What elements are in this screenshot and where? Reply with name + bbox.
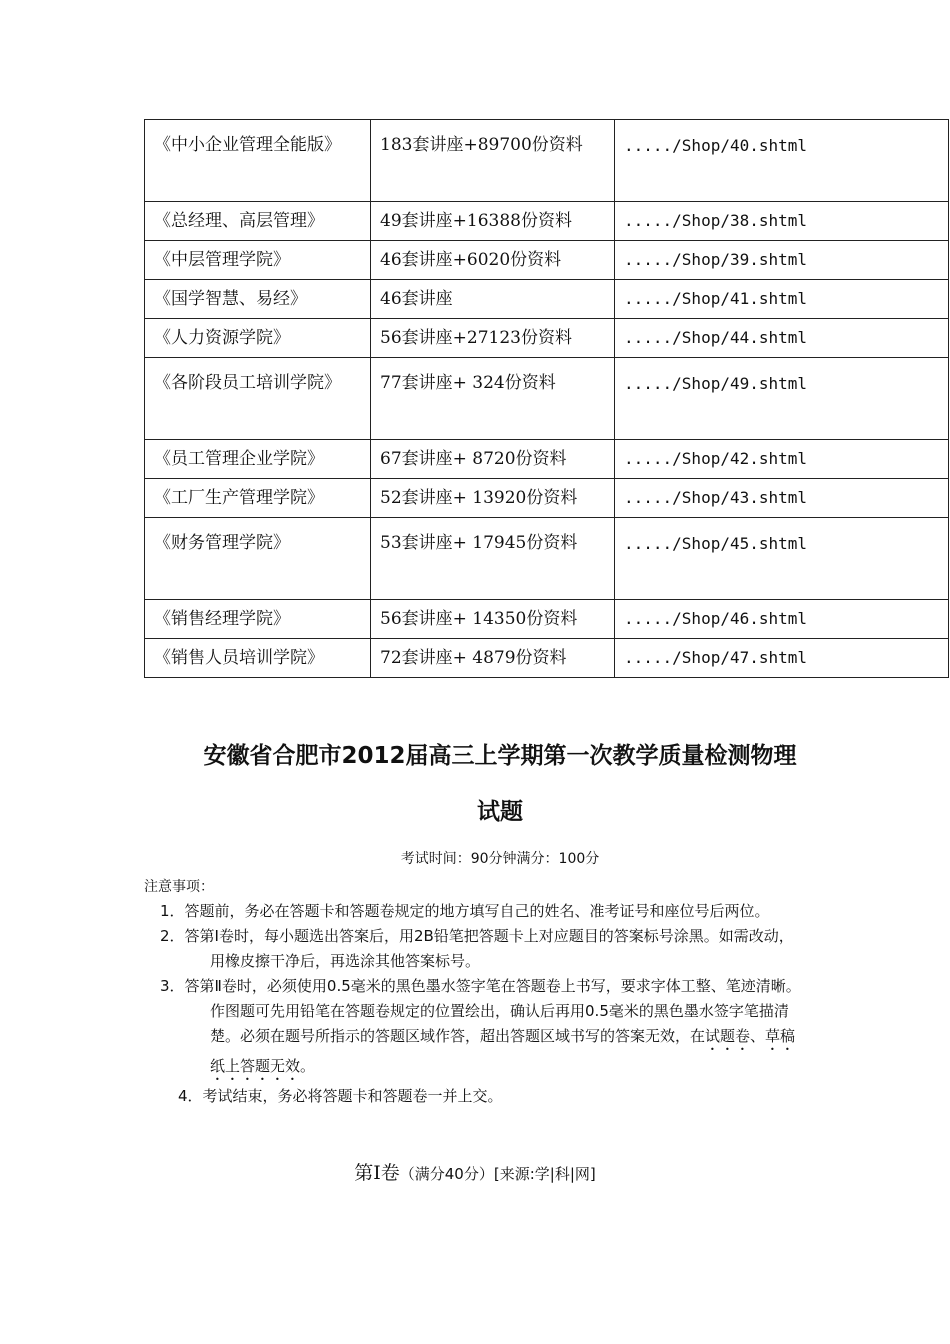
course-name: 《工厂生产管理学院》: [145, 479, 371, 518]
course-name: 《销售经理学院》: [145, 600, 371, 639]
exam-title-line1: 安徽省合肥市2012届高三上学期第一次教学质量检测物理: [203, 743, 797, 769]
exam-title: [140, 728, 860, 840]
table-row: [145, 600, 949, 639]
notice-heading: 注意事项：: [144, 879, 214, 895]
table-row: [145, 280, 949, 319]
course-link[interactable]: ...../Shop/40.shtml: [615, 120, 949, 202]
emphasized-text: 试题卷、草稿纸上答题无效: [210, 1027, 796, 1075]
course-link[interactable]: ...../Shop/46.shtml: [615, 600, 949, 639]
course-link[interactable]: ...../Shop/44.shtml: [615, 319, 949, 358]
course-content: 56套讲座+ 14350份资料: [371, 600, 615, 639]
table-row: [145, 518, 949, 600]
notice-item: 2．答第Ⅰ卷时，每小题选出答案后，用2B铅笔把答题卡上对应题目的答案标号涂黑。如需改动，用橡皮擦干净后，再选涂其他答案标号。: [160, 927, 794, 970]
course-name: 《员工管理企业学院》: [145, 440, 371, 479]
course-content: 183套讲座+89700份资料: [371, 120, 615, 202]
course-name: 《总经理、高层管理》: [145, 202, 371, 241]
table-row: [145, 202, 949, 241]
table-row: [145, 241, 949, 280]
course-link[interactable]: ...../Shop/39.shtml: [615, 241, 949, 280]
course-content: 77套讲座+ 324份资料: [371, 358, 615, 440]
course-content: 46套讲座: [371, 280, 615, 319]
notice-list: [144, 899, 808, 1109]
table-row: [145, 639, 949, 678]
table-row: [145, 479, 949, 518]
course-name: 《中小企业管理全能版》: [145, 120, 371, 202]
course-content: 52套讲座+ 13920份资料: [371, 479, 615, 518]
course-content: 53套讲座+ 17945份资料: [371, 518, 615, 600]
table-row: [145, 358, 949, 440]
course-name: 《中层管理学院》: [145, 241, 371, 280]
catalog-table: [144, 119, 949, 678]
table-row: [145, 440, 949, 479]
course-content: 72套讲座+ 4879份资料: [371, 639, 615, 678]
table-row: [145, 120, 949, 202]
course-link[interactable]: ...../Shop/38.shtml: [615, 202, 949, 241]
section-name: 第Ⅰ卷: [354, 1162, 400, 1184]
course-name: 《财务管理学院》: [145, 518, 371, 600]
section-title: [0, 1158, 950, 1185]
course-link[interactable]: ...../Shop/41.shtml: [615, 280, 949, 319]
notice-text: 。: [300, 1057, 316, 1075]
notice-text: 3．答第Ⅱ卷时，必须使用0.5毫米的黑色墨水签字笔在答题卷上书写，要求字体工整、笔迹清晰。作图题可先用铅笔在答题卷规定的位置绘出，确认后再用0.5毫米的黑色墨水签字笔描清楚。必须在题号所指示的答题区域作答，超出答题区域书写的答案无效，在: [160, 977, 801, 1045]
course-name: 《国学智慧、易经》: [145, 280, 371, 319]
course-name: 《销售人员培训学院》: [145, 639, 371, 678]
table-row: [145, 319, 949, 358]
course-link[interactable]: ...../Shop/42.shtml: [615, 440, 949, 479]
course-name: 《人力资源学院》: [145, 319, 371, 358]
course-link[interactable]: ...../Shop/43.shtml: [615, 479, 949, 518]
course-name: 《各阶段员工培训学院》: [145, 358, 371, 440]
course-link[interactable]: ...../Shop/49.shtml: [615, 358, 949, 440]
exam-title-line2: 试题: [477, 799, 523, 825]
course-content: 49套讲座+16388份资料: [371, 202, 615, 241]
notice-item: 1．答题前，务必在答题卡和答题卷规定的地方填写自己的姓名、准考证号和座位号后两位。: [160, 902, 770, 920]
notice-item: 4．考试结束，务必将答题卡和答题卷一并上交。: [178, 1087, 503, 1105]
course-link[interactable]: ...../Shop/45.shtml: [615, 518, 949, 600]
exam-time-info: 考试时间：90分钟满分：100分: [400, 851, 600, 867]
course-content: 46套讲座+6020份资料: [371, 241, 615, 280]
course-link[interactable]: ...../Shop/47.shtml: [615, 639, 949, 678]
course-content: 67套讲座+ 8720份资料: [371, 440, 615, 479]
course-content: 56套讲座+27123份资料: [371, 319, 615, 358]
notice-item: [144, 974, 808, 1084]
section-score: （满分40分）[来源:学|科|网]: [399, 1165, 596, 1183]
